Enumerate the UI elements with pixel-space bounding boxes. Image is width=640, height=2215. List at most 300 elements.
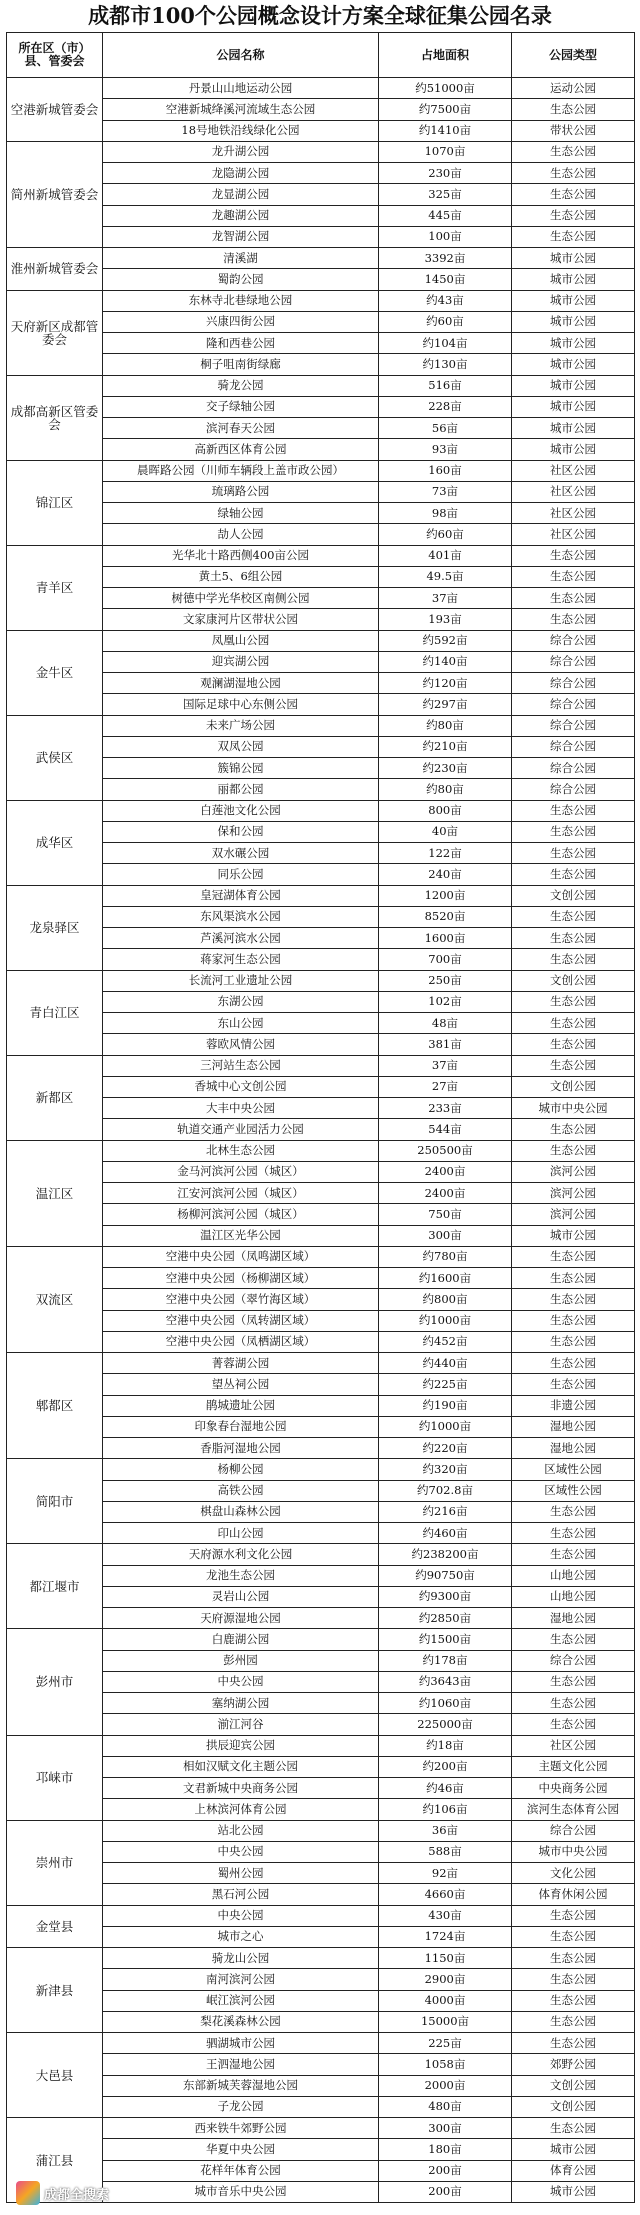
park-type-cell: 城市公园 <box>512 375 635 396</box>
park-name-cell: 驷湖城市公园 <box>103 2033 379 2054</box>
area-cell: 约51000亩 <box>379 78 512 99</box>
park-type-cell: 生态公园 <box>512 906 635 927</box>
area-cell: 2000亩 <box>379 2075 512 2096</box>
park-type-cell: 生态公园 <box>512 864 635 885</box>
park-type-cell: 城市中央公园 <box>512 1098 635 1119</box>
area-cell: 约702.8亩 <box>379 1480 512 1501</box>
park-name-cell: 印象春台湿地公园 <box>103 1416 379 1437</box>
area-cell: 2400亩 <box>379 1161 512 1182</box>
area-cell: 160亩 <box>379 460 512 481</box>
area-cell: 约297亩 <box>379 694 512 715</box>
area-cell: 约200亩 <box>379 1756 512 1777</box>
park-type-cell: 生态公园 <box>512 1693 635 1714</box>
area-cell: 1724亩 <box>379 1926 512 1947</box>
area-cell: 250500亩 <box>379 1140 512 1161</box>
area-cell: 750亩 <box>379 1204 512 1225</box>
area-cell: 2900亩 <box>379 1969 512 1990</box>
park-type-cell: 区域性公园 <box>512 1459 635 1480</box>
park-type-cell: 生态公园 <box>512 1544 635 1565</box>
park-type-cell: 生态公园 <box>512 566 635 587</box>
area-cell: 37亩 <box>379 1055 512 1076</box>
park-type-cell: 生态公园 <box>512 1905 635 1926</box>
district-cell: 锦江区 <box>7 460 103 545</box>
park-type-cell: 文创公园 <box>512 1076 635 1097</box>
area-cell: 1600亩 <box>379 928 512 949</box>
park-name-cell: 蜀韵公园 <box>103 269 379 290</box>
park-type-cell: 综合公园 <box>512 758 635 779</box>
area-cell: 122亩 <box>379 843 512 864</box>
table-body <box>7 78 635 2203</box>
park-type-cell: 综合公园 <box>512 1820 635 1841</box>
park-name-cell: 花样年体育公园 <box>103 2160 379 2181</box>
table-row <box>7 290 635 311</box>
park-name-cell: 骑龙公园 <box>103 375 379 396</box>
area-cell: 约190亩 <box>379 1395 512 1416</box>
area-cell: 约18亩 <box>379 1735 512 1756</box>
district-cell: 成华区 <box>7 800 103 885</box>
park-name-cell: 梨花溪森林公园 <box>103 2011 379 2032</box>
park-type-cell: 生态公园 <box>512 1140 635 1161</box>
park-name-cell: 文家康河片区带状公园 <box>103 609 379 630</box>
park-name-cell: 空港中央公园（凤栖湖区域） <box>103 1331 379 1352</box>
park-name-cell: 鹃城遗址公园 <box>103 1395 379 1416</box>
park-name-cell: 子龙公园 <box>103 2096 379 2117</box>
park-name-cell: 杨柳公园 <box>103 1459 379 1480</box>
park-type-cell: 综合公园 <box>512 651 635 672</box>
park-name-cell: 簇锦公园 <box>103 758 379 779</box>
table-row <box>7 1055 635 1076</box>
area-cell: 约216亩 <box>379 1501 512 1522</box>
table-row <box>7 1459 635 1480</box>
park-name-cell: 彭州园 <box>103 1650 379 1671</box>
table-row <box>7 1140 635 1161</box>
park-type-cell: 生态公园 <box>512 1969 635 1990</box>
area-cell: 约1060亩 <box>379 1693 512 1714</box>
header-park-name: 公园名称 <box>103 33 379 78</box>
park-name-cell: 蓉欧风情公园 <box>103 1034 379 1055</box>
park-type-cell: 综合公园 <box>512 673 635 694</box>
district-cell: 简阳市 <box>7 1459 103 1544</box>
park-type-cell: 城市公园 <box>512 1225 635 1246</box>
area-cell: 约43亩 <box>379 290 512 311</box>
table-row <box>7 141 635 162</box>
park-list-table <box>6 32 635 2203</box>
district-cell: 都江堰市 <box>7 1544 103 1629</box>
area-cell: 约780亩 <box>379 1246 512 1267</box>
area-cell: 27亩 <box>379 1076 512 1097</box>
area-cell: 约1000亩 <box>379 1416 512 1437</box>
park-type-cell: 滨河公园 <box>512 1161 635 1182</box>
district-cell: 郫都区 <box>7 1353 103 1459</box>
area-cell: 15000亩 <box>379 2011 512 2032</box>
park-name-cell: 凤凰山公园 <box>103 630 379 651</box>
park-name-cell: 城市之心 <box>103 1926 379 1947</box>
park-name-cell: 龙隐湖公园 <box>103 163 379 184</box>
park-name-cell: 龙智湖公园 <box>103 226 379 247</box>
park-type-cell: 生态公园 <box>512 1119 635 1140</box>
district-cell: 彭州市 <box>7 1629 103 1735</box>
area-cell: 4000亩 <box>379 1990 512 2011</box>
area-cell: 325亩 <box>379 184 512 205</box>
park-type-cell: 区域性公园 <box>512 1480 635 1501</box>
park-name-cell: 天府源湿地公园 <box>103 1608 379 1629</box>
area-cell: 225亩 <box>379 2033 512 2054</box>
table-row <box>7 1735 635 1756</box>
park-type-cell: 社区公园 <box>512 524 635 545</box>
area-cell: 300亩 <box>379 2118 512 2139</box>
district-cell: 新都区 <box>7 1055 103 1140</box>
park-type-cell: 生态公园 <box>512 800 635 821</box>
park-name-cell: 南河滨河公园 <box>103 1969 379 1990</box>
park-type-cell: 生态公园 <box>512 184 635 205</box>
park-name-cell: 18号地铁沿线绿化公园 <box>103 120 379 141</box>
park-name-cell: 树德中学光华校区南侧公园 <box>103 588 379 609</box>
area-cell: 约460亩 <box>379 1523 512 1544</box>
park-type-cell: 生态公园 <box>512 1055 635 1076</box>
area-cell: 约178亩 <box>379 1650 512 1671</box>
park-type-cell: 生态公园 <box>512 1714 635 1735</box>
park-type-cell: 城市公园 <box>512 2139 635 2160</box>
table-row <box>7 970 635 991</box>
park-name-cell: 兴康四街公园 <box>103 311 379 332</box>
area-cell: 约3643亩 <box>379 1671 512 1692</box>
park-name-cell: 中央公园 <box>103 1671 379 1692</box>
park-type-cell: 生态公园 <box>512 1268 635 1289</box>
park-type-cell: 生态公园 <box>512 1310 635 1331</box>
park-type-cell: 生态公园 <box>512 1013 635 1034</box>
table-row <box>7 800 635 821</box>
area-cell: 4660亩 <box>379 1884 512 1905</box>
park-type-cell: 生态公园 <box>512 1331 635 1352</box>
park-name-cell: 同乐公园 <box>103 864 379 885</box>
area-cell: 200亩 <box>379 2160 512 2181</box>
park-type-cell: 生态公园 <box>512 2011 635 2032</box>
park-name-cell: 白莲池文化公园 <box>103 800 379 821</box>
area-cell: 约1000亩 <box>379 1310 512 1331</box>
park-type-cell: 生态公园 <box>512 2033 635 2054</box>
park-name-cell: 龙显湖公园 <box>103 184 379 205</box>
district-cell: 天府新区成都管委会 <box>7 290 103 375</box>
park-name-cell: 交子绿轴公园 <box>103 396 379 417</box>
park-name-cell: 空港中央公园（翠竹海区域） <box>103 1289 379 1310</box>
park-name-cell: 双凤公园 <box>103 736 379 757</box>
area-cell: 约130亩 <box>379 354 512 375</box>
area-cell: 1058亩 <box>379 2054 512 2075</box>
park-name-cell: 空港中央公园（凤转湖区域） <box>103 1310 379 1331</box>
area-cell: 约2850亩 <box>379 1608 512 1629</box>
table-row <box>7 248 635 269</box>
area-cell: 516亩 <box>379 375 512 396</box>
park-name-cell: 城市音乐中央公园 <box>103 2181 379 2202</box>
park-type-cell: 生态公园 <box>512 588 635 609</box>
park-type-cell: 城市公园 <box>512 418 635 439</box>
park-type-cell: 生态公园 <box>512 1671 635 1692</box>
area-cell: 3392亩 <box>379 248 512 269</box>
area-cell: 约230亩 <box>379 758 512 779</box>
park-name-cell: 上林滨河体育公园 <box>103 1799 379 1820</box>
table-row <box>7 2033 635 2054</box>
park-type-cell: 社区公园 <box>512 460 635 481</box>
park-type-cell: 生态公园 <box>512 1374 635 1395</box>
area-cell: 430亩 <box>379 1905 512 1926</box>
table-row <box>7 78 635 99</box>
table-header-row <box>7 33 635 78</box>
area-cell: 8520亩 <box>379 906 512 927</box>
park-name-cell: 香脂河湿地公园 <box>103 1438 379 1459</box>
area-cell: 2400亩 <box>379 1183 512 1204</box>
table-row <box>7 1246 635 1267</box>
park-name-cell: 白鹿湖公园 <box>103 1629 379 1650</box>
park-name-cell: 皇冠湖体育公园 <box>103 885 379 906</box>
park-name-cell: 国际足球中心东侧公园 <box>103 694 379 715</box>
area-cell: 381亩 <box>379 1034 512 1055</box>
table-row <box>7 1905 635 1926</box>
area-cell: 约800亩 <box>379 1289 512 1310</box>
park-name-cell: 丹景山山地运动公园 <box>103 78 379 99</box>
park-type-cell: 生态公园 <box>512 1034 635 1055</box>
park-name-cell: 琉璃路公园 <box>103 481 379 502</box>
park-name-cell: 岷江滨河公园 <box>103 1990 379 2011</box>
area-cell: 约210亩 <box>379 736 512 757</box>
area-cell: 193亩 <box>379 609 512 630</box>
park-type-cell: 中央商务公园 <box>512 1778 635 1799</box>
park-name-cell: 拱辰迎宾公园 <box>103 1735 379 1756</box>
area-cell: 约452亩 <box>379 1331 512 1352</box>
area-cell: 约320亩 <box>379 1459 512 1480</box>
park-name-cell: 黄土5、6组公园 <box>103 566 379 587</box>
district-cell: 金牛区 <box>7 630 103 715</box>
park-name-cell: 塞纳湖公园 <box>103 1693 379 1714</box>
park-type-cell: 体育休闲公园 <box>512 1884 635 1905</box>
park-type-cell: 城市公园 <box>512 269 635 290</box>
area-cell: 1200亩 <box>379 885 512 906</box>
park-name-cell: 文君新城中央商务公园 <box>103 1778 379 1799</box>
park-name-cell: 金马河滨河公园（城区） <box>103 1161 379 1182</box>
area-cell: 98亩 <box>379 503 512 524</box>
area-cell: 102亩 <box>379 991 512 1012</box>
table-row <box>7 1820 635 1841</box>
district-cell: 武侯区 <box>7 715 103 800</box>
area-cell: 56亩 <box>379 418 512 439</box>
park-name-cell: 轨道交通产业园活力公园 <box>103 1119 379 1140</box>
district-cell: 新津县 <box>7 1948 103 2033</box>
area-cell: 约238200亩 <box>379 1544 512 1565</box>
park-type-cell: 生态公园 <box>512 1289 635 1310</box>
park-name-cell: 东山公园 <box>103 1013 379 1034</box>
park-name-cell: 东湖公园 <box>103 991 379 1012</box>
area-cell: 约1600亩 <box>379 1268 512 1289</box>
park-name-cell: 华夏中央公园 <box>103 2139 379 2160</box>
park-type-cell: 生态公园 <box>512 99 635 120</box>
park-type-cell: 生态公园 <box>512 1948 635 1969</box>
area-cell: 约106亩 <box>379 1799 512 1820</box>
park-name-cell: 灵岩山公园 <box>103 1586 379 1607</box>
park-name-cell: 中央公园 <box>103 1905 379 1926</box>
park-type-cell: 生态公园 <box>512 1246 635 1267</box>
park-name-cell: 双水碾公园 <box>103 843 379 864</box>
area-cell: 约440亩 <box>379 1353 512 1374</box>
table-row <box>7 885 635 906</box>
park-name-cell: 隆和西巷公园 <box>103 333 379 354</box>
area-cell: 36亩 <box>379 1820 512 1841</box>
park-name-cell: 芦溪河滨水公园 <box>103 928 379 949</box>
park-type-cell: 城市中央公园 <box>512 1841 635 1862</box>
park-name-cell: 西来铁牛郊野公园 <box>103 2118 379 2139</box>
park-name-cell: 大丰中央公园 <box>103 1098 379 1119</box>
area-cell: 约90750亩 <box>379 1565 512 1586</box>
district-cell: 双流区 <box>7 1246 103 1352</box>
park-type-cell: 生态公园 <box>512 2118 635 2139</box>
park-name-cell: 北林生态公园 <box>103 1140 379 1161</box>
park-type-cell: 湿地公园 <box>512 1438 635 1459</box>
district-cell: 青白江区 <box>7 970 103 1055</box>
park-name-cell: 蜀州公园 <box>103 1863 379 1884</box>
district-cell: 简州新城管委会 <box>7 141 103 247</box>
area-cell: 1150亩 <box>379 1948 512 1969</box>
park-name-cell: 中央公园 <box>103 1841 379 1862</box>
watermark-text: 成都全搜索 <box>44 2187 110 2203</box>
district-cell: 成都高新区管委会 <box>7 375 103 460</box>
area-cell: 37亩 <box>379 588 512 609</box>
park-type-cell: 文创公园 <box>512 2075 635 2096</box>
park-name-cell: 高新西区体育公园 <box>103 439 379 460</box>
area-cell: 约80亩 <box>379 779 512 800</box>
area-cell: 49.5亩 <box>379 566 512 587</box>
area-cell: 230亩 <box>379 163 512 184</box>
area-cell: 225000亩 <box>379 1714 512 1735</box>
district-cell: 青羊区 <box>7 545 103 630</box>
area-cell: 233亩 <box>379 1098 512 1119</box>
area-cell: 1450亩 <box>379 269 512 290</box>
area-cell: 40亩 <box>379 821 512 842</box>
park-type-cell: 综合公园 <box>512 694 635 715</box>
table-row <box>7 1544 635 1565</box>
park-type-cell: 生态公园 <box>512 1990 635 2011</box>
district-cell: 龙泉驿区 <box>7 885 103 970</box>
park-name-cell: 江安河滨河公园（城区） <box>103 1183 379 1204</box>
park-name-cell: 龙趣湖公园 <box>103 205 379 226</box>
park-name-cell: 天府源水利文化公园 <box>103 1544 379 1565</box>
table-row <box>7 715 635 736</box>
park-name-cell: 晨晖路公园（川师车辆段上盖市政公园） <box>103 460 379 481</box>
park-type-cell: 郊野公园 <box>512 2054 635 2075</box>
park-type-cell: 综合公园 <box>512 1650 635 1671</box>
park-type-cell: 非遗公园 <box>512 1395 635 1416</box>
park-type-cell: 城市公园 <box>512 248 635 269</box>
area-cell: 约46亩 <box>379 1778 512 1799</box>
park-name-cell: 空港中央公园（杨柳湖区域） <box>103 1268 379 1289</box>
park-type-cell: 生态公园 <box>512 141 635 162</box>
area-cell: 250亩 <box>379 970 512 991</box>
park-name-cell: 空港新城绛溪河流域生态公园 <box>103 99 379 120</box>
district-cell: 空港新城管委会 <box>7 78 103 142</box>
park-type-cell: 城市公园 <box>512 354 635 375</box>
area-cell: 544亩 <box>379 1119 512 1140</box>
park-name-cell: 观澜湖湿地公园 <box>103 673 379 694</box>
park-name-cell: 蒋家河生态公园 <box>103 949 379 970</box>
park-name-cell: 东林寺北巷绿地公园 <box>103 290 379 311</box>
park-name-cell: 保和公园 <box>103 821 379 842</box>
park-type-cell: 滨河公园 <box>512 1183 635 1204</box>
district-cell: 金堂县 <box>7 1905 103 1948</box>
area-cell: 300亩 <box>379 1225 512 1246</box>
area-cell: 48亩 <box>379 1013 512 1034</box>
park-type-cell: 生态公园 <box>512 1501 635 1522</box>
park-type-cell: 湿地公园 <box>512 1416 635 1437</box>
park-type-cell: 城市公园 <box>512 311 635 332</box>
park-name-cell: 滨河春天公园 <box>103 418 379 439</box>
area-cell: 73亩 <box>379 481 512 502</box>
park-name-cell: 杨柳河滨河公园（城区） <box>103 1204 379 1225</box>
area-cell: 228亩 <box>379 396 512 417</box>
park-name-cell: 空港中央公园（凤鸣湖区域） <box>103 1246 379 1267</box>
district-cell: 邛崃市 <box>7 1735 103 1820</box>
park-name-cell: 棋盘山森林公园 <box>103 1501 379 1522</box>
area-cell: 700亩 <box>379 949 512 970</box>
district-cell: 大邑县 <box>7 2033 103 2118</box>
park-type-cell: 山地公园 <box>512 1586 635 1607</box>
park-name-cell: 三河站生态公园 <box>103 1055 379 1076</box>
park-type-cell: 滨河公园 <box>512 1204 635 1225</box>
park-type-cell: 生态公园 <box>512 205 635 226</box>
area-cell: 约140亩 <box>379 651 512 672</box>
park-type-cell: 城市公园 <box>512 290 635 311</box>
park-type-cell: 生态公园 <box>512 609 635 630</box>
park-type-cell: 体育公园 <box>512 2160 635 2181</box>
site-logo-icon <box>16 2181 40 2205</box>
park-type-cell: 生态公园 <box>512 949 635 970</box>
area-cell: 1070亩 <box>379 141 512 162</box>
park-type-cell: 生态公园 <box>512 928 635 949</box>
area-cell: 100亩 <box>379 226 512 247</box>
park-name-cell: 东风渠滨水公园 <box>103 906 379 927</box>
park-type-cell: 生态公园 <box>512 1629 635 1650</box>
table-row <box>7 1629 635 1650</box>
header-park-type: 公园类型 <box>512 33 635 78</box>
park-type-cell: 带状公园 <box>512 120 635 141</box>
park-type-cell: 生态公园 <box>512 1523 635 1544</box>
area-cell: 约80亩 <box>379 715 512 736</box>
area-cell: 约9300亩 <box>379 1586 512 1607</box>
park-name-cell: 黑石河公园 <box>103 1884 379 1905</box>
park-type-cell: 生态公园 <box>512 1926 635 1947</box>
area-cell: 401亩 <box>379 545 512 566</box>
park-name-cell: 香城中心文创公园 <box>103 1076 379 1097</box>
park-type-cell: 湿地公园 <box>512 1608 635 1629</box>
area-cell: 约104亩 <box>379 333 512 354</box>
area-cell: 约1410亩 <box>379 120 512 141</box>
park-type-cell: 生态公园 <box>512 1353 635 1374</box>
area-cell: 588亩 <box>379 1841 512 1862</box>
park-name-cell: 东部新城芙蓉湿地公园 <box>103 2075 379 2096</box>
area-cell: 240亩 <box>379 864 512 885</box>
page-title: 成都市100个公园概念设计方案全球征集公园名录 <box>88 3 552 28</box>
park-type-cell: 城市公园 <box>512 333 635 354</box>
park-name-cell: 高铁公园 <box>103 1480 379 1501</box>
park-name-cell: 迎宾湖公园 <box>103 651 379 672</box>
table-row <box>7 545 635 566</box>
park-name-cell: 光华北十路西侧400亩公园 <box>103 545 379 566</box>
area-cell: 约7500亩 <box>379 99 512 120</box>
area-cell: 约220亩 <box>379 1438 512 1459</box>
park-type-cell: 生态公园 <box>512 163 635 184</box>
park-type-cell: 文创公园 <box>512 885 635 906</box>
park-type-cell: 山地公园 <box>512 1565 635 1586</box>
park-name-cell: 龙升湖公园 <box>103 141 379 162</box>
table-row <box>7 1353 635 1374</box>
area-cell: 约60亩 <box>379 524 512 545</box>
park-type-cell: 文创公园 <box>512 2096 635 2117</box>
